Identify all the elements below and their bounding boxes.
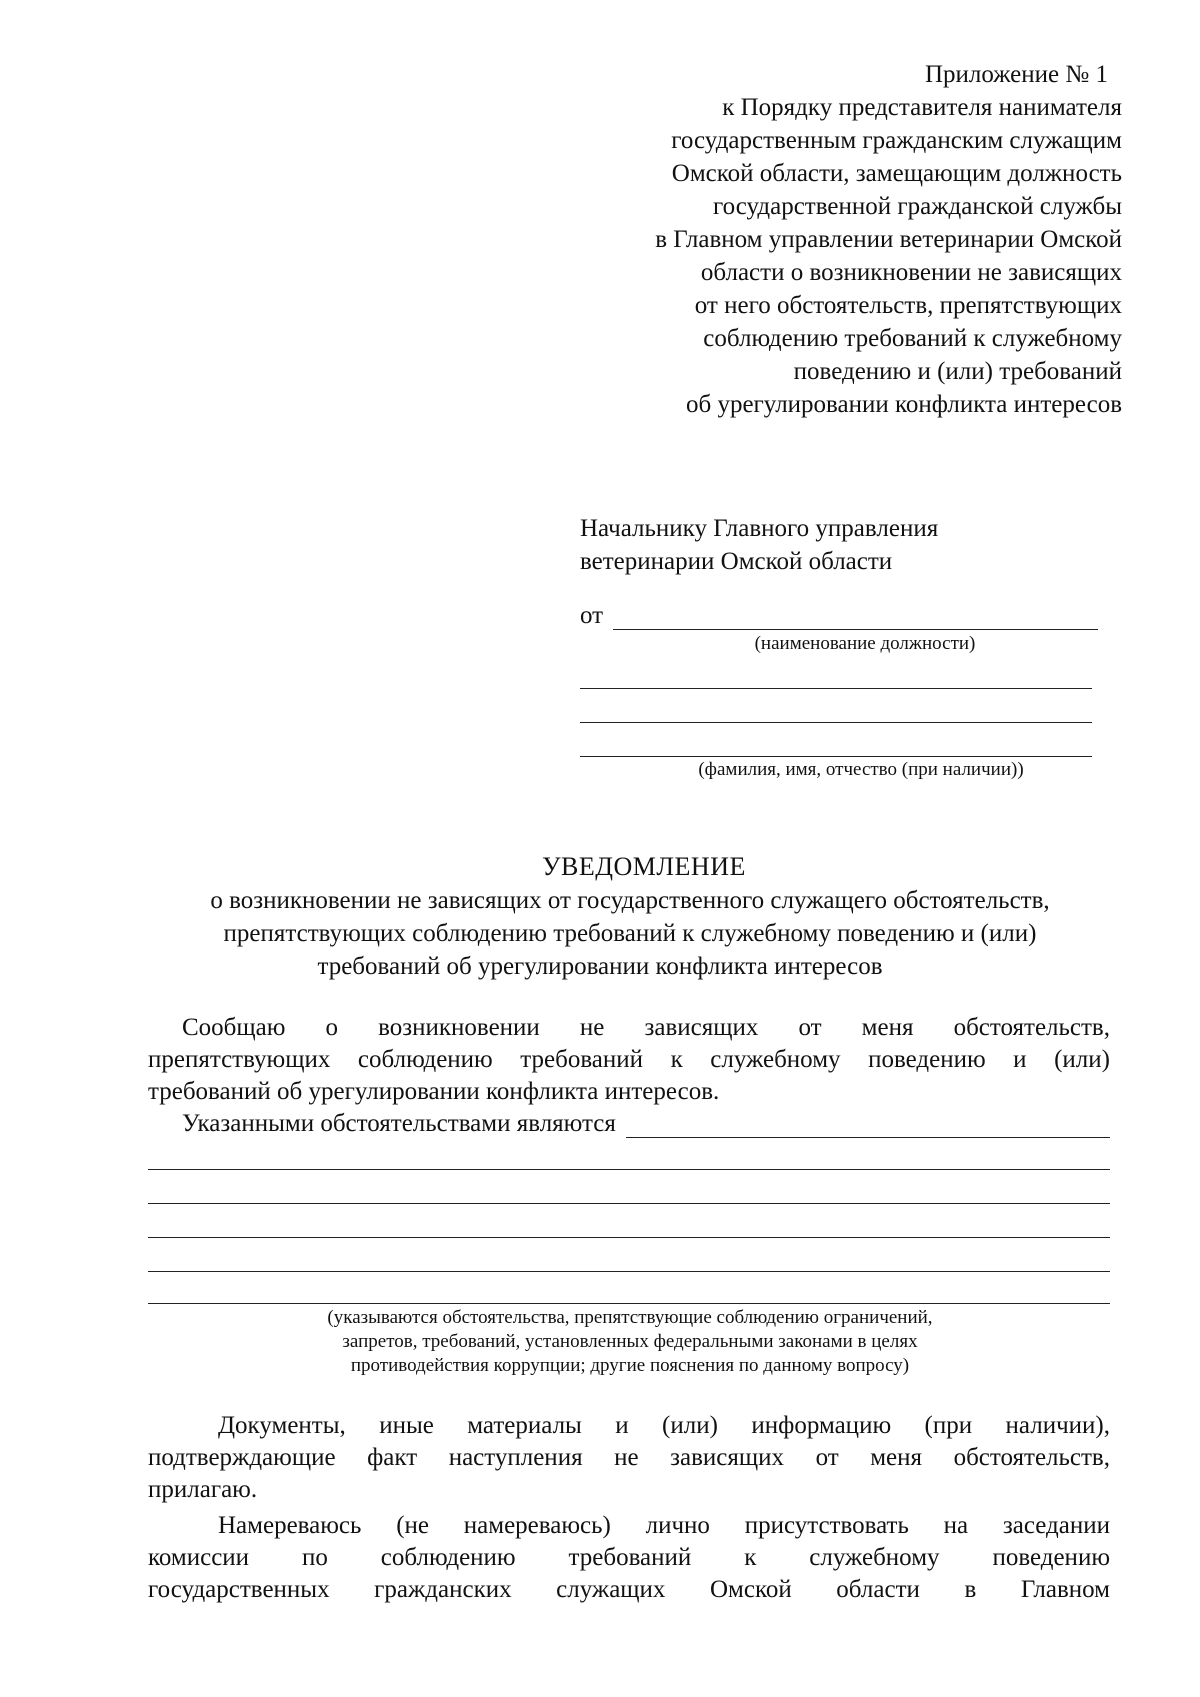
notice-title: УВЕДОМЛЕНИЕ (542, 852, 746, 881)
appendix-line: в Главном управлении ветеринарии Омской (655, 226, 1122, 253)
appendix-line: соблюдению требований к служебному (703, 325, 1122, 352)
circumstances-blank-line-5[interactable] (148, 1303, 1110, 1304)
position-hint: (наименование должности) (754, 633, 976, 654)
fio-hint: (фамилия, имя, отчество (при наличии)) (698, 759, 1024, 780)
documents-paragraph (148, 1410, 1110, 1506)
notice-subtitle (140, 884, 1120, 983)
addressee-line: Начальнику Главного управления (580, 515, 939, 542)
appendix-line: от него обстоятельств, препятствующих (694, 292, 1122, 319)
fio-blank-line-1[interactable] (580, 688, 1092, 689)
fio-blank-line-2[interactable] (580, 722, 1092, 723)
paragraph-line: препятствующих соблюдению требований к служебному поведению и (или) (148, 1046, 1110, 1073)
paragraph-line: Намереваюсь (не намереваюсь) лично присутствовать на заседании (218, 1512, 1110, 1539)
appendix-line: государственным гражданским служащим (671, 127, 1122, 154)
circumstances-blank-line-2[interactable] (148, 1203, 1110, 1204)
addressee-line: ветеринарии Омской области (580, 548, 893, 575)
paragraph-line: Документы, иные материалы и (или) информацию (при наличии), (218, 1412, 1110, 1439)
appendix-header (502, 58, 1122, 421)
notice-subtitle-line: препятствующих соблюдению требований к служебному поведению и (или) (223, 920, 1037, 947)
appendix-line: государственной гражданской службы (712, 193, 1122, 220)
from-field-row (580, 600, 1098, 630)
appendix-line: поведению и (или) требований (793, 358, 1122, 385)
position-blank-field[interactable] (613, 603, 1098, 630)
notice-subtitle-line: требований об урегулировании конфликта интересов (317, 953, 883, 980)
notice-subtitle-line: о возникновении не зависящих от государственного служащего обстоятельств, (210, 887, 1050, 914)
appendix-title: Приложение № 1 (924, 61, 1108, 88)
attendance-paragraph (148, 1510, 1110, 1606)
circumstances-blank-line-1[interactable] (148, 1169, 1110, 1170)
circumstances-blank-line-4[interactable] (148, 1271, 1110, 1272)
circumstances-blank-field[interactable] (626, 1111, 1110, 1138)
addressee-block (580, 512, 1100, 578)
circumstances-hint (200, 1306, 1060, 1378)
appendix-line: Омской области, замещающим должность (671, 160, 1122, 187)
paragraph-line: прилагаю. (148, 1476, 258, 1503)
paragraph-line: Сообщаю о возникновении не зависящих от меня обстоятельств, (182, 1014, 1110, 1041)
appendix-line: к Порядку представителя нанимателя (722, 94, 1122, 121)
report-paragraph (148, 1012, 1110, 1108)
paragraph-line: государственных гражданских служащих Омской области в Главном (148, 1576, 1110, 1603)
paragraph-line: подтверждающие факт наступления не зависящих от меня обстоятельств, (148, 1444, 1110, 1471)
fio-blank-line-3[interactable] (580, 756, 1092, 757)
appendix-line: об урегулировании конфликта интересов (685, 391, 1122, 418)
paragraph-line: комиссии по соблюдению требований к служебному поведению (148, 1544, 1110, 1571)
paragraph-line: требований об урегулировании конфликта интересов. (148, 1078, 720, 1105)
circumstances-row (182, 1110, 1110, 1138)
circumstances-hint-line: (указываются обстоятельства, препятствующие соблюдению ограничений, (327, 1307, 933, 1328)
appendix-line: области о возникновении не зависящих (700, 259, 1122, 286)
circumstances-hint-line: запретов, требований, установленных федеральными законами в целях (342, 1331, 918, 1352)
circumstances-blank-line-3[interactable] (148, 1237, 1110, 1238)
circumstances-hint-line: противодействия коррупции; другие пояснения по данному вопросу) (350, 1355, 910, 1376)
circumstances-label: Указанными обстоятельствами являются (182, 1110, 616, 1137)
from-label: от (580, 602, 604, 629)
